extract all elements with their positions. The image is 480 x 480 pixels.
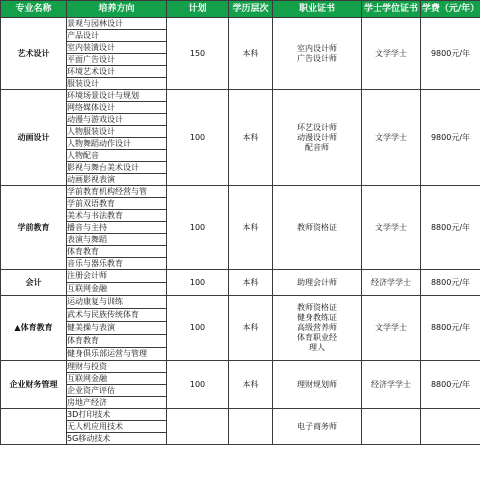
plan-cell: 100 — [167, 361, 229, 409]
degree-cell: 文学学士 — [362, 186, 421, 270]
major-name — [1, 409, 67, 445]
degree-cell: 经济学学士 — [362, 270, 421, 296]
degree-cell: 文学学士 — [362, 18, 421, 90]
plan-cell: 100 — [167, 90, 229, 186]
direction-cell: 景观与园林设计 — [67, 18, 167, 30]
direction-cell: 武术与民族传统体育 — [67, 309, 167, 322]
plan-cell: 100 — [167, 270, 229, 296]
direction-cell: 理财与投资 — [67, 361, 167, 373]
plan-cell: 150 — [167, 18, 229, 90]
level-cell — [229, 409, 273, 445]
direction-cell: 注册会计师 — [67, 270, 167, 283]
col-header-fee: 学费（元/年） — [421, 1, 480, 18]
plan-cell: 100 — [167, 186, 229, 270]
table-row — [1, 296, 480, 309]
direction-cell: 互联网金融 — [67, 373, 167, 385]
direction-cell: 3D打印技术 — [67, 409, 167, 421]
major-name: 企业财务管理 — [1, 361, 67, 409]
fee-cell: 8800元/年 — [421, 186, 480, 270]
direction-cell: 健身俱乐部运营与管理 — [67, 348, 167, 361]
direction-cell: 体育教育 — [67, 246, 167, 258]
level-cell: 本科 — [229, 270, 273, 296]
level-cell: 本科 — [229, 296, 273, 361]
direction-cell: 体育教育 — [67, 335, 167, 348]
major-name: ▲体育教育 — [1, 296, 67, 361]
level-cell: 本科 — [229, 18, 273, 90]
direction-cell: 表演与舞蹈 — [67, 234, 167, 246]
table-row — [1, 18, 480, 30]
degree-cell: 文学学士 — [362, 90, 421, 186]
major-name: 艺术设计 — [1, 18, 67, 90]
cert-cell: 电子商务师 — [273, 409, 362, 445]
table-row — [1, 270, 480, 283]
plan-cell: 100 — [167, 296, 229, 361]
cert-cell: 助理会计师 — [273, 270, 362, 296]
fee-cell: 8800元/年 — [421, 361, 480, 409]
direction-cell: 平面广告设计 — [67, 54, 167, 66]
direction-cell: 影视与舞台美术设计 — [67, 162, 167, 174]
direction-cell: 健美操与表演 — [67, 322, 167, 335]
direction-cell: 房地产经济 — [67, 397, 167, 409]
direction-cell: 播音与主持 — [67, 222, 167, 234]
direction-cell: 服装设计 — [67, 78, 167, 90]
fee-cell: 9800元/年 — [421, 90, 480, 186]
direction-cell: 音乐与器乐教育 — [67, 258, 167, 270]
col-header-direction: 培养方向 — [67, 1, 167, 18]
direction-cell: 室内装潢设计 — [67, 42, 167, 54]
cert-cell: 环艺设计师 动漫设计师 配音师 — [273, 90, 362, 186]
direction-cell: 人物配音 — [67, 150, 167, 162]
direction-cell: 网络媒体设计 — [67, 102, 167, 114]
direction-cell: 环境艺术设计 — [67, 66, 167, 78]
cert-cell: 教师资格证 健身教练证 高级营养师 体育职业经 理人 — [273, 296, 362, 361]
degree-cell: 经济学学士 — [362, 361, 421, 409]
direction-cell: 人物服装设计 — [67, 126, 167, 138]
direction-cell: 人物舞蹈动作设计 — [67, 138, 167, 150]
fee-cell: 8800元/年 — [421, 270, 480, 296]
direction-cell: 动画影视表演 — [67, 174, 167, 186]
direction-cell: 学前教育机构经营与管 — [67, 186, 167, 198]
fee-cell: 8800元/年 — [421, 296, 480, 361]
cert-cell: 教师资格证 — [273, 186, 362, 270]
table-row — [1, 409, 480, 421]
col-header-degree: 学士学位证书 — [362, 1, 421, 18]
direction-cell: 互联网金融 — [67, 283, 167, 296]
plan-cell — [167, 409, 229, 445]
header-row — [1, 1, 480, 18]
fee-cell — [421, 409, 480, 445]
cert-cell: 室内设计师 广告设计师 — [273, 18, 362, 90]
degree-cell — [362, 409, 421, 445]
degree-cell: 文学学士 — [362, 296, 421, 361]
fee-cell: 9800元/年 — [421, 18, 480, 90]
level-cell: 本科 — [229, 186, 273, 270]
col-header-major: 专业名称 — [1, 1, 67, 18]
col-header-plan: 计划 — [167, 1, 229, 18]
major-name: 会计 — [1, 270, 67, 296]
col-header-level: 学历层次 — [229, 1, 273, 18]
direction-cell: 运动康复与训练 — [67, 296, 167, 309]
direction-cell: 环境场景设计与规划 — [67, 90, 167, 102]
direction-cell: 无人机应用技术 — [67, 421, 167, 433]
table-row — [1, 186, 480, 198]
direction-cell: 企业资产评估 — [67, 385, 167, 397]
table-row — [1, 90, 480, 102]
direction-cell: 动漫与游戏设计 — [67, 114, 167, 126]
direction-cell: 5G移动技术 — [67, 433, 167, 445]
major-name: 学前教育 — [1, 186, 67, 270]
direction-cell: 产品设计 — [67, 30, 167, 42]
level-cell: 本科 — [229, 90, 273, 186]
direction-cell: 美术与书法教育 — [67, 210, 167, 222]
major-name: 动画设计 — [1, 90, 67, 186]
cert-cell: 理财规划师 — [273, 361, 362, 409]
table-row — [1, 361, 480, 373]
direction-cell: 学前双语教育 — [67, 198, 167, 210]
level-cell: 本科 — [229, 361, 273, 409]
col-header-cert: 职业证书 — [273, 1, 362, 18]
